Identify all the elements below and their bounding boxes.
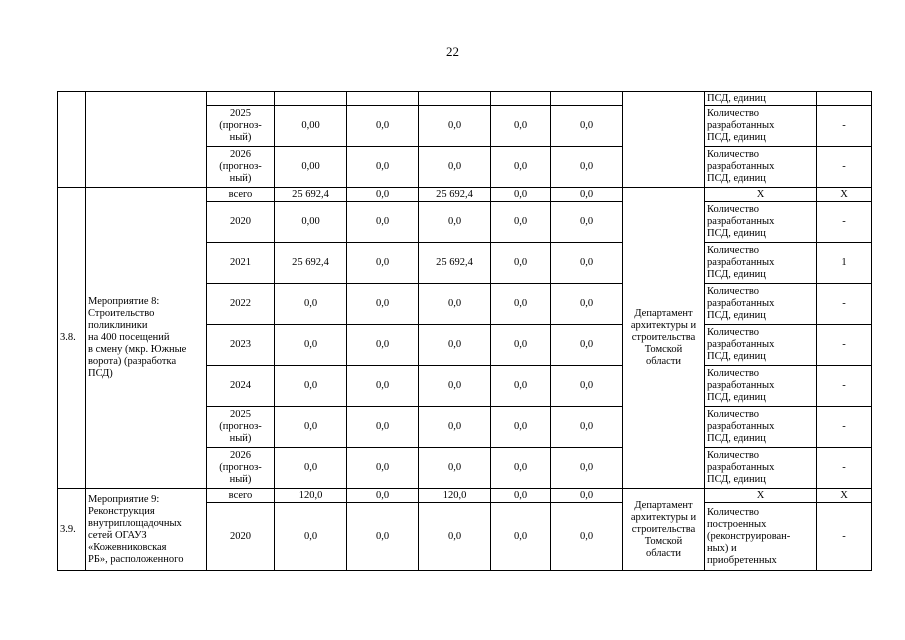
value-cell: 0,0 bbox=[491, 106, 551, 147]
indicator-cell: Количество разработанных ПСД, единиц bbox=[705, 202, 817, 243]
value-cell: 0,0 bbox=[551, 407, 623, 448]
indicator-cell: Количество разработанных ПСД, единиц bbox=[705, 284, 817, 325]
value-cell: 0,0 bbox=[347, 284, 419, 325]
value-cell: 0,0 bbox=[551, 448, 623, 489]
value-cell: 0,0 bbox=[347, 243, 419, 284]
year-cell: 2025 (прогноз- ный) bbox=[207, 106, 275, 147]
indicator-cell: ПСД, единиц bbox=[705, 92, 817, 106]
indicator-cell: X bbox=[705, 489, 817, 503]
value-cell: 0,00 bbox=[275, 202, 347, 243]
value-cell: 0,0 bbox=[347, 106, 419, 147]
target-cell: - bbox=[817, 448, 872, 489]
target-cell: X bbox=[817, 489, 872, 503]
value-cell: 0,0 bbox=[419, 147, 491, 188]
value-cell: 25 692,4 bbox=[419, 243, 491, 284]
value-cell: 0,0 bbox=[551, 243, 623, 284]
value-cell: 0,0 bbox=[347, 366, 419, 407]
value-cell: 0,00 bbox=[275, 147, 347, 188]
target-cell: - bbox=[817, 366, 872, 407]
target-cell: - bbox=[817, 106, 872, 147]
target-cell: - bbox=[817, 325, 872, 366]
total-label: всего bbox=[207, 489, 275, 503]
value-cell: 0,0 bbox=[491, 366, 551, 407]
value-cell: 0,0 bbox=[491, 325, 551, 366]
value-cell: 0,0 bbox=[551, 202, 623, 243]
value-cell: 0,0 bbox=[275, 284, 347, 325]
department-cell: Департамент архитектуры и строительства Томской области bbox=[623, 489, 705, 571]
empty-cell bbox=[419, 92, 491, 106]
table-row bbox=[58, 188, 872, 202]
indicator-cell: Количество разработанных ПСД, единиц bbox=[705, 147, 817, 188]
value-cell: 0,0 bbox=[551, 147, 623, 188]
year-cell: 2022 bbox=[207, 284, 275, 325]
budget-table bbox=[57, 91, 872, 571]
indicator-cell: Количество разработанных ПСД, единиц bbox=[705, 243, 817, 284]
value-cell: 0,0 bbox=[347, 202, 419, 243]
page-number: 22 bbox=[446, 44, 459, 59]
value-cell: 0,0 bbox=[551, 325, 623, 366]
year-cell: 2024 bbox=[207, 366, 275, 407]
value-cell: 0,0 bbox=[491, 202, 551, 243]
target-cell: - bbox=[817, 503, 872, 571]
indicator-cell: Количество разработанных ПСД, единиц bbox=[705, 106, 817, 147]
value-cell: 0,0 bbox=[551, 366, 623, 407]
year-cell: 2025 (прогноз- ный) bbox=[207, 407, 275, 448]
year-cell: 2020 bbox=[207, 503, 275, 571]
total-value: 0,0 bbox=[491, 188, 551, 202]
value-cell: 0,0 bbox=[491, 448, 551, 489]
value-cell: 0,0 bbox=[275, 407, 347, 448]
value-cell: 0,0 bbox=[419, 106, 491, 147]
value-cell: 0,0 bbox=[419, 366, 491, 407]
year-cell: 2026 (прогноз- ный) bbox=[207, 147, 275, 188]
empty-cell bbox=[347, 92, 419, 106]
year-cell: 2023 bbox=[207, 325, 275, 366]
target-cell: - bbox=[817, 147, 872, 188]
total-value: 120,0 bbox=[275, 489, 347, 503]
value-cell: 0,0 bbox=[419, 448, 491, 489]
value-cell: 0,00 bbox=[275, 106, 347, 147]
total-value: 120,0 bbox=[419, 489, 491, 503]
value-cell: 0,0 bbox=[419, 284, 491, 325]
value-cell: 0,0 bbox=[491, 284, 551, 325]
total-value: 25 692,4 bbox=[275, 188, 347, 202]
total-value: 0,0 bbox=[347, 188, 419, 202]
department-cell bbox=[623, 92, 705, 188]
value-cell: 0,0 bbox=[275, 503, 347, 571]
measure-title: Мероприятие 8: Строительство поликлиники на 400 посещений в смену (мкр. Южные ворота) (разработка ПСД) bbox=[86, 188, 207, 489]
department-cell: Департамент архитектуры и строительства Томской области bbox=[623, 188, 705, 489]
measure-cell bbox=[86, 92, 207, 188]
value-cell: 0,0 bbox=[419, 202, 491, 243]
target-cell: - bbox=[817, 284, 872, 325]
target-cell: - bbox=[817, 202, 872, 243]
value-cell: 0,0 bbox=[419, 503, 491, 571]
value-cell: 0,0 bbox=[419, 325, 491, 366]
indicator-cell: Количество разработанных ПСД, единиц bbox=[705, 448, 817, 489]
value-cell: 0,0 bbox=[551, 106, 623, 147]
table-row bbox=[58, 92, 872, 106]
target-cell: - bbox=[817, 407, 872, 448]
target-cell: 1 bbox=[817, 243, 872, 284]
total-value: 0,0 bbox=[491, 489, 551, 503]
empty-cell bbox=[551, 92, 623, 106]
number-cell bbox=[58, 92, 86, 188]
value-cell: 0,0 bbox=[551, 503, 623, 571]
value-cell: 0,0 bbox=[347, 407, 419, 448]
measure-title: Мероприятие 9: Реконструкция внутриплощадочных сетей ОГАУЗ «Кожевниковская РБ», расположенного bbox=[86, 489, 207, 571]
value-cell: 0,0 bbox=[419, 407, 491, 448]
value-cell: 0,0 bbox=[275, 325, 347, 366]
total-value: 0,0 bbox=[551, 489, 623, 503]
year-cell: 2026 (прогноз- ный) bbox=[207, 448, 275, 489]
value-cell: 0,0 bbox=[347, 325, 419, 366]
target-cell: X bbox=[817, 188, 872, 202]
total-label: всего bbox=[207, 188, 275, 202]
value-cell: 0,0 bbox=[551, 284, 623, 325]
empty-cell bbox=[491, 92, 551, 106]
measure-number: 3.9. bbox=[58, 489, 86, 571]
indicator-cell: Количество построенных (реконструирован- ных) и приобретенных bbox=[705, 503, 817, 571]
value-cell: 0,0 bbox=[347, 147, 419, 188]
value-cell: 0,0 bbox=[491, 407, 551, 448]
indicator-cell: Количество разработанных ПСД, единиц bbox=[705, 366, 817, 407]
value-cell: 0,0 bbox=[275, 366, 347, 407]
total-value: 0,0 bbox=[551, 188, 623, 202]
value-cell: 0,0 bbox=[347, 448, 419, 489]
total-value: 25 692,4 bbox=[419, 188, 491, 202]
year-cell: 2021 bbox=[207, 243, 275, 284]
measure-number: 3.8. bbox=[58, 188, 86, 489]
value-cell: 0,0 bbox=[491, 503, 551, 571]
empty-cell bbox=[275, 92, 347, 106]
table-row bbox=[58, 489, 872, 503]
indicator-cell: Количество разработанных ПСД, единиц bbox=[705, 407, 817, 448]
value-cell: 0,0 bbox=[347, 503, 419, 571]
year-cell: 2020 bbox=[207, 202, 275, 243]
target-cell bbox=[817, 92, 872, 106]
value-cell: 0,0 bbox=[275, 448, 347, 489]
indicator-cell: X bbox=[705, 188, 817, 202]
value-cell: 0,0 bbox=[491, 243, 551, 284]
indicator-cell: Количество разработанных ПСД, единиц bbox=[705, 325, 817, 366]
empty-cell bbox=[207, 92, 275, 106]
total-value: 0,0 bbox=[347, 489, 419, 503]
value-cell: 0,0 bbox=[491, 147, 551, 188]
value-cell: 25 692,4 bbox=[275, 243, 347, 284]
